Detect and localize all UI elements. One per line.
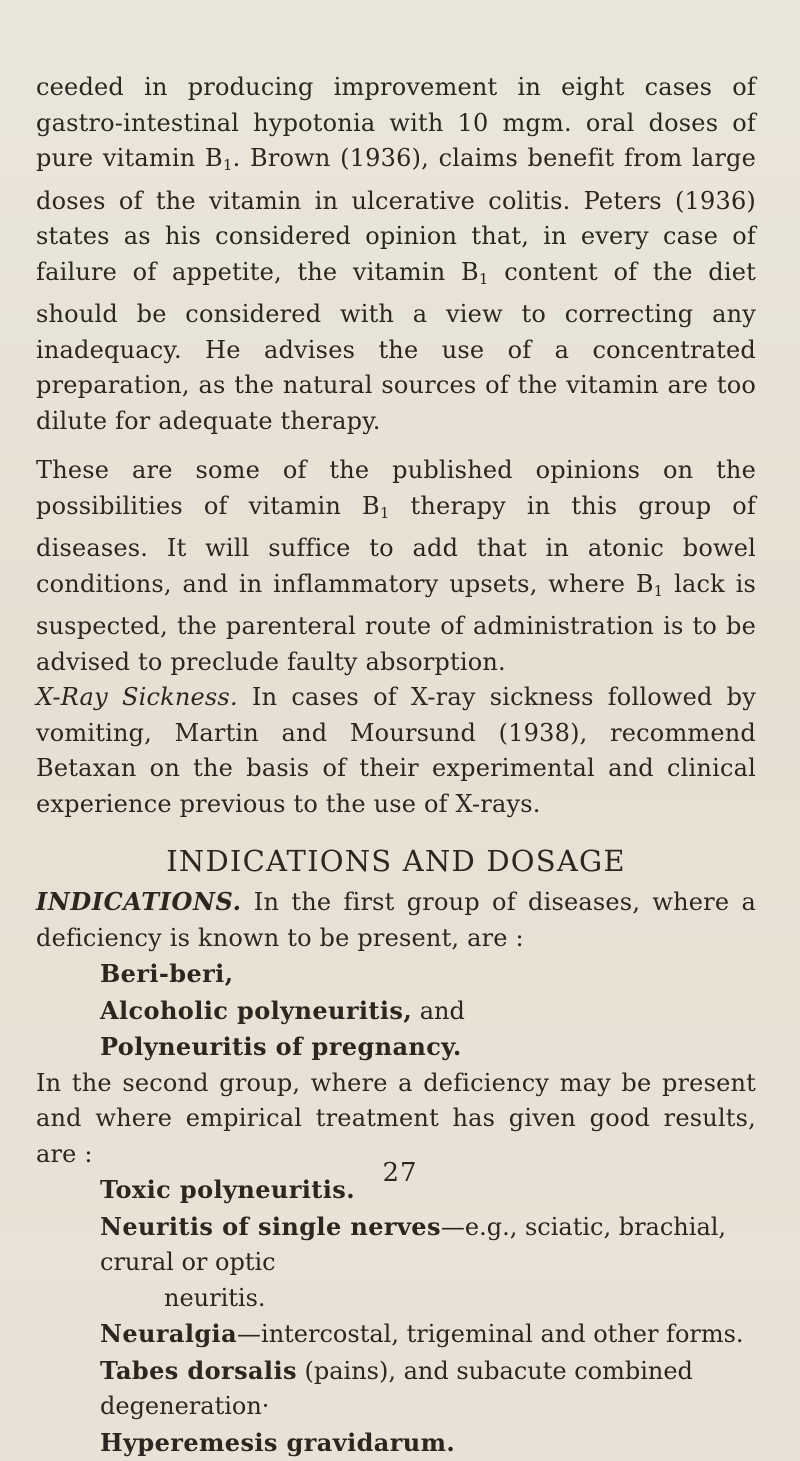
paragraph-2 xyxy=(36,453,756,680)
list-item xyxy=(36,1316,756,1353)
paragraph-1-text-b: . Brown (1936), claims benefit from large doses of the vitamin in ulcerative colitis. Peters (1936) states as his considered opinion that, in every case of failure of appetite, the vitamin B xyxy=(36,144,756,286)
list-item-term: Beri-beri, xyxy=(100,959,233,988)
paragraph-2-text-c: lack is suspected, the parenteral route of administration is to be advised to preclude faulty absorption. xyxy=(36,570,756,676)
list-item xyxy=(36,1353,756,1425)
xray-heading: X-Ray Sickness. xyxy=(36,683,238,711)
second-group-list xyxy=(36,1172,756,1461)
xray-text: In cases of X-ray sickness followed by vomiting, Martin and Moursund (1938), recommend Betaxan on the basis of their experimental and clinical experience previous to the use of X-rays. xyxy=(36,683,756,818)
paragraph-indications xyxy=(36,884,756,956)
first-group-list xyxy=(36,956,756,1066)
list-item-term: Hyperemesis gravidarum. xyxy=(100,1428,455,1457)
list-item xyxy=(36,1209,756,1317)
list-item-continuation: neuritis. xyxy=(100,1281,756,1317)
list-item-term: Neuritis of single nerves xyxy=(100,1212,441,1241)
page-number: 27 xyxy=(0,1158,800,1188)
indications-label: INDICATIONS. xyxy=(36,887,242,916)
list-item xyxy=(36,993,756,1030)
list-item-rest: (pains), and subacute combined degeneration· xyxy=(100,1357,693,1421)
list-item-term: Alcoholic polyneuritis, xyxy=(100,996,412,1025)
list-item-term: Toxic polyneuritis. xyxy=(100,1175,355,1204)
paragraph-1 xyxy=(36,70,756,439)
subscript: 1 xyxy=(380,504,390,522)
subscript: 1 xyxy=(654,582,664,600)
paragraph-1-text-a: ceeded in producing improvement in eight cases of gastro-intestinal hypotonia with 10 mgm. oral doses of pure vitamin B xyxy=(36,73,756,172)
list-item-term: Polyneuritis of pregnancy. xyxy=(100,1032,462,1061)
indications-text: In the first group of diseases, where a deficiency is known to be present, are : xyxy=(36,888,756,952)
list-item xyxy=(36,1029,756,1066)
subscript: 1 xyxy=(223,156,233,174)
list-item xyxy=(36,956,756,993)
list-item xyxy=(36,1425,756,1461)
section-heading: INDICATIONS AND DOSAGE xyxy=(36,844,756,878)
list-item-term: Neuralgia xyxy=(100,1319,237,1348)
subscript: 1 xyxy=(479,270,489,288)
list-item-rest: and xyxy=(412,997,465,1025)
list-item-term: Tabes dorsalis xyxy=(100,1356,297,1385)
list-item-rest: —e.g., sciatic, brachial, crural or optic xyxy=(100,1213,726,1277)
paragraph-1-text-c: content of the diet should be considered with a view to correcting any inadequacy. He advises the use of a concentrated preparation, as the natural sources of the vitamin are too dilute for adequate therapy. xyxy=(36,258,756,435)
list-item-rest: —intercostal, trigeminal and other forms. xyxy=(237,1320,744,1348)
paragraph-second-group: In the second group, where a deficiency may be present and where empirical treatment has given good results, are : xyxy=(36,1066,756,1173)
paragraph-xray xyxy=(36,680,756,822)
paragraph-2-text-a: These are some of the published opinions on the possibilities of vitamin B xyxy=(36,456,756,520)
paragraph-2-text-b: therapy in this group of diseases. It will suffice to add that in atonic bowel conditions, and in inflammatory upsets, where B xyxy=(36,492,756,598)
